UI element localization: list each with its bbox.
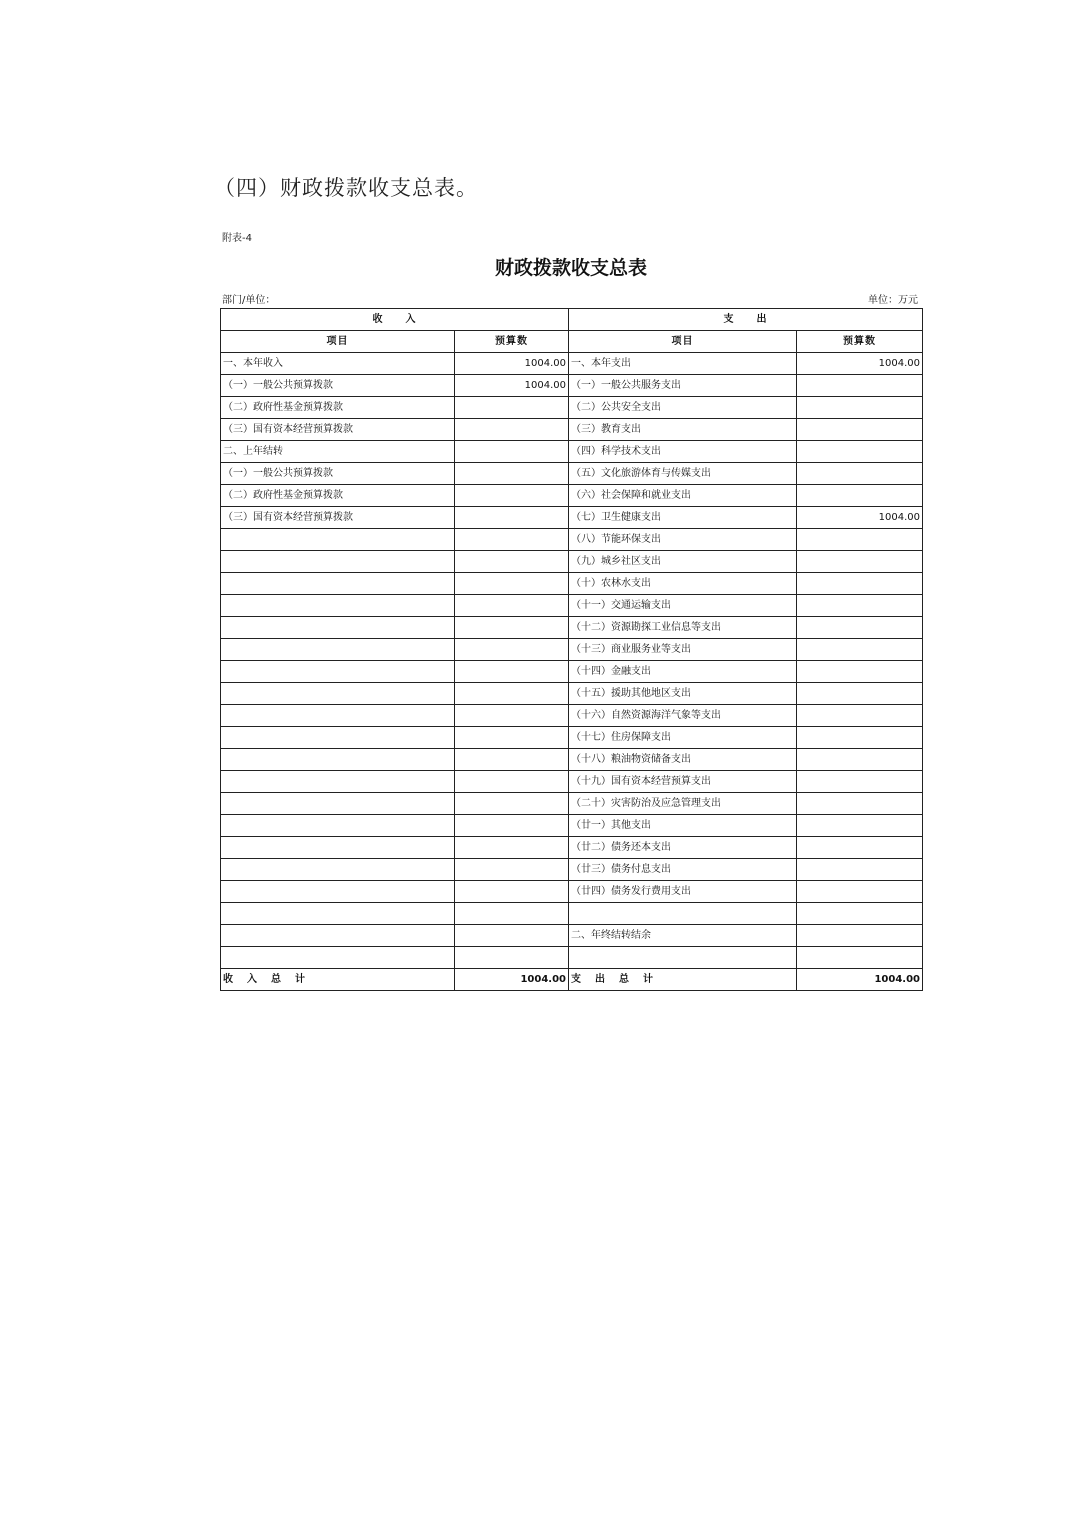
income-item-header: 项目: [221, 331, 455, 353]
expense-item-cell: （十一）交通运输支出: [569, 595, 797, 617]
expense-item-cell: [569, 903, 797, 925]
table-row: [221, 485, 923, 507]
expense-budget-cell: 1004.00: [797, 353, 923, 375]
table-row: [221, 947, 923, 969]
income-item-cell: [221, 639, 455, 661]
expense-item-cell: （廿二）债务还本支出: [569, 837, 797, 859]
table-row: [221, 771, 923, 793]
expense-budget-cell: [797, 397, 923, 419]
table-row: [221, 551, 923, 573]
total-row: [221, 969, 923, 991]
table-row: [221, 507, 923, 529]
expense-item-cell: 二、年终结转结余: [569, 925, 797, 947]
table-row: [221, 683, 923, 705]
expense-budget-cell: [797, 595, 923, 617]
expense-item-cell: （四）科学技术支出: [569, 441, 797, 463]
income-item-cell: [221, 881, 455, 903]
income-item-cell: [221, 771, 455, 793]
expense-item-header: 项目: [569, 331, 797, 353]
expense-budget-cell: [797, 485, 923, 507]
income-item-cell: [221, 661, 455, 683]
expense-header: 支 出: [569, 309, 923, 331]
income-total-label: 收入总计: [221, 969, 455, 991]
expense-item-cell: （十九）国有资本经营预算支出: [569, 771, 797, 793]
table-row: [221, 705, 923, 727]
income-item-cell: （二）政府性基金预算拨款: [221, 485, 455, 507]
expense-budget-cell: [797, 815, 923, 837]
expense-item-cell: （七）卫生健康支出: [569, 507, 797, 529]
expense-item-cell: （八）节能环保支出: [569, 529, 797, 551]
expense-budget-cell: [797, 837, 923, 859]
income-budget-cell: [455, 507, 569, 529]
table-row: [221, 859, 923, 881]
expense-budget-cell: [797, 551, 923, 573]
table-row: [221, 661, 923, 683]
income-item-cell: [221, 529, 455, 551]
income-item-cell: [221, 595, 455, 617]
expense-budget-cell: [797, 903, 923, 925]
income-item-cell: 二、上年结转: [221, 441, 455, 463]
table-row: [221, 639, 923, 661]
income-budget-header: 预算数: [455, 331, 569, 353]
table-row: [221, 441, 923, 463]
expense-budget-cell: [797, 947, 923, 969]
income-item-cell: [221, 617, 455, 639]
expense-budget-cell: [797, 419, 923, 441]
table-row: [221, 793, 923, 815]
expense-item-cell: （十）农林水支出: [569, 573, 797, 595]
income-item-cell: [221, 837, 455, 859]
expense-item-cell: 一、本年支出: [569, 353, 797, 375]
income-budget-cell: [455, 793, 569, 815]
attachment-label: 附表-4: [222, 233, 252, 244]
expense-budget-cell: [797, 573, 923, 595]
expense-item-cell: （十八）粮油物资储备支出: [569, 749, 797, 771]
income-item-cell: （二）政府性基金预算拨款: [221, 397, 455, 419]
income-item-cell: [221, 859, 455, 881]
expense-item-cell: （二）公共安全支出: [569, 397, 797, 419]
table-row: [221, 749, 923, 771]
expense-budget-cell: [797, 617, 923, 639]
expense-item-cell: （廿三）债务付息支出: [569, 859, 797, 881]
expense-item-cell: （十六）自然资源海洋气象等支出: [569, 705, 797, 727]
income-budget-cell: 1004.00: [455, 375, 569, 397]
unit-label: 单位：万元: [868, 295, 918, 306]
income-budget-cell: [455, 771, 569, 793]
expense-item-cell: [569, 947, 797, 969]
expense-budget-cell: [797, 639, 923, 661]
expense-budget-cell: [797, 771, 923, 793]
expense-budget-cell: [797, 925, 923, 947]
income-item-cell: （三）国有资本经营预算拨款: [221, 419, 455, 441]
income-budget-cell: [455, 639, 569, 661]
income-budget-cell: [455, 661, 569, 683]
income-item-cell: 一、本年收入: [221, 353, 455, 375]
income-item-cell: （一）一般公共预算拨款: [221, 375, 455, 397]
income-item-cell: [221, 947, 455, 969]
income-item-cell: [221, 705, 455, 727]
income-budget-cell: [455, 683, 569, 705]
income-budget-cell: [455, 419, 569, 441]
department-label: 部门/单位：: [222, 295, 276, 306]
table-column-header: [221, 331, 923, 353]
expense-budget-cell: [797, 881, 923, 903]
income-budget-cell: [455, 463, 569, 485]
expense-item-cell: （十三）商业服务业等支出: [569, 639, 797, 661]
expense-budget-cell: 1004.00: [797, 507, 923, 529]
income-budget-cell: [455, 947, 569, 969]
income-budget-cell: [455, 705, 569, 727]
income-budget-cell: [455, 749, 569, 771]
section-heading: （四）财政拨款收支总表。: [214, 176, 478, 200]
budget-table: [220, 308, 923, 991]
expense-budget-cell: [797, 793, 923, 815]
table-section-header: [221, 309, 923, 331]
income-item-cell: [221, 683, 455, 705]
income-item-cell: （一）一般公共预算拨款: [221, 463, 455, 485]
income-budget-cell: 1004.00: [455, 353, 569, 375]
expense-item-cell: （九）城乡社区支出: [569, 551, 797, 573]
table-row: [221, 815, 923, 837]
expense-budget-cell: [797, 727, 923, 749]
table-row: [221, 397, 923, 419]
expense-budget-cell: [797, 683, 923, 705]
expense-budget-cell: [797, 749, 923, 771]
expense-total-value: 1004.00: [797, 969, 923, 991]
expense-item-cell: （三）教育支出: [569, 419, 797, 441]
table-row: [221, 375, 923, 397]
income-budget-cell: [455, 573, 569, 595]
income-budget-cell: [455, 551, 569, 573]
income-budget-cell: [455, 529, 569, 551]
income-item-cell: [221, 903, 455, 925]
table-row: [221, 353, 923, 375]
expense-item-cell: （十二）资源勘探工业信息等支出: [569, 617, 797, 639]
expense-item-cell: （一）一般公共服务支出: [569, 375, 797, 397]
income-budget-cell: [455, 815, 569, 837]
table-row: [221, 595, 923, 617]
income-item-cell: [221, 551, 455, 573]
income-budget-cell: [455, 441, 569, 463]
expense-budget-cell: [797, 529, 923, 551]
income-header: 收 入: [221, 309, 569, 331]
table-row: [221, 837, 923, 859]
income-item-cell: [221, 815, 455, 837]
table-title: 财政拨款收支总表: [494, 257, 647, 279]
table-row: [221, 727, 923, 749]
expense-total-label: 支出总计: [569, 969, 797, 991]
expense-budget-cell: [797, 463, 923, 485]
income-budget-cell: [455, 727, 569, 749]
expense-item-cell: （六）社会保障和就业支出: [569, 485, 797, 507]
expense-item-cell: （十五）援助其他地区支出: [569, 683, 797, 705]
table-row: [221, 573, 923, 595]
table-row: [221, 463, 923, 485]
expense-budget-cell: [797, 375, 923, 397]
income-total-value: 1004.00: [455, 969, 569, 991]
income-budget-cell: [455, 485, 569, 507]
expense-budget-cell: [797, 441, 923, 463]
income-item-cell: （三）国有资本经营预算拨款: [221, 507, 455, 529]
income-budget-cell: [455, 925, 569, 947]
expense-budget-cell: [797, 705, 923, 727]
income-item-cell: [221, 573, 455, 595]
income-budget-cell: [455, 837, 569, 859]
expense-item-cell: （十七）住房保障支出: [569, 727, 797, 749]
table-row: [221, 529, 923, 551]
table-row: [221, 617, 923, 639]
expense-item-cell: （二十）灾害防治及应急管理支出: [569, 793, 797, 815]
income-budget-cell: [455, 859, 569, 881]
expense-item-cell: （十四）金融支出: [569, 661, 797, 683]
table-row: [221, 925, 923, 947]
table-row: [221, 881, 923, 903]
income-budget-cell: [455, 617, 569, 639]
expense-item-cell: （廿一）其他支出: [569, 815, 797, 837]
table-row: [221, 903, 923, 925]
income-budget-cell: [455, 881, 569, 903]
income-item-cell: [221, 749, 455, 771]
income-item-cell: [221, 727, 455, 749]
table-row: [221, 419, 923, 441]
income-item-cell: [221, 925, 455, 947]
expense-item-cell: （五）文化旅游体育与传媒支出: [569, 463, 797, 485]
income-item-cell: [221, 793, 455, 815]
income-budget-cell: [455, 397, 569, 419]
income-budget-cell: [455, 595, 569, 617]
expense-budget-cell: [797, 859, 923, 881]
expense-item-cell: （廿四）债务发行费用支出: [569, 881, 797, 903]
expense-budget-header: 预算数: [797, 331, 923, 353]
income-budget-cell: [455, 903, 569, 925]
expense-budget-cell: [797, 661, 923, 683]
